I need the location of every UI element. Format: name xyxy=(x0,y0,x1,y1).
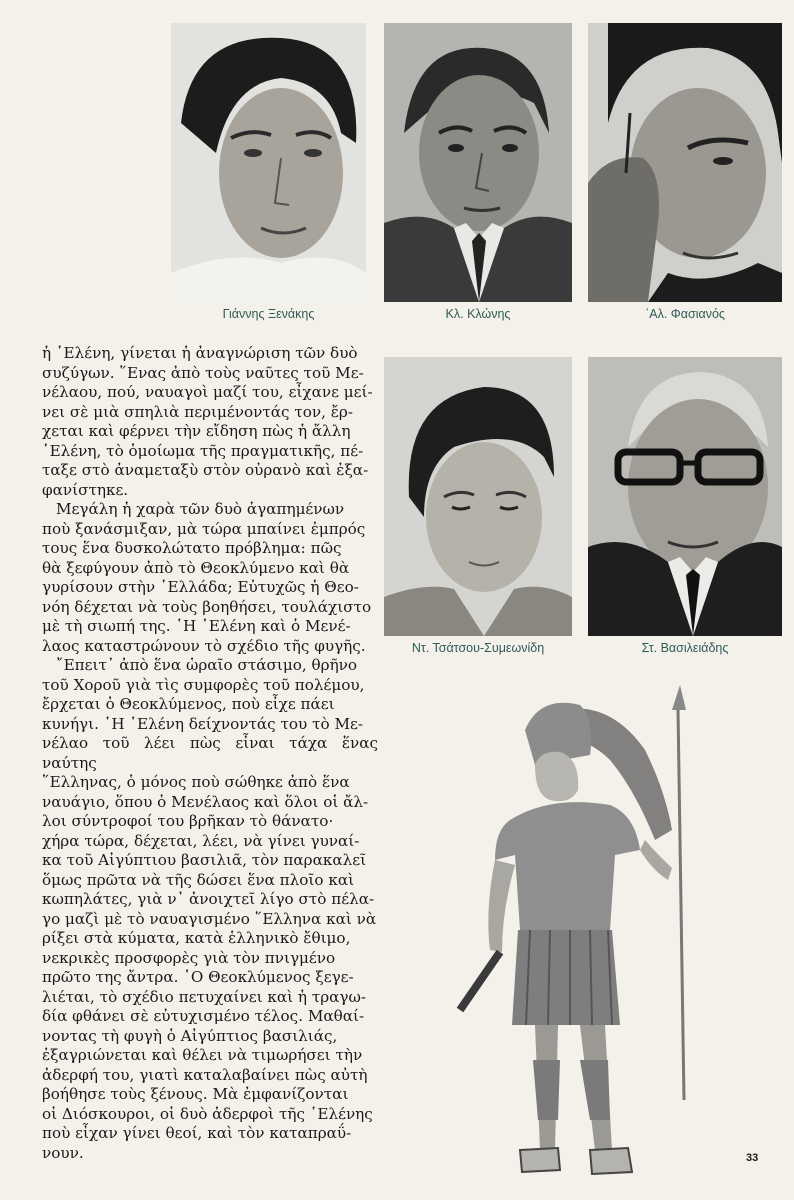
article-body xyxy=(42,344,378,1163)
text-line: θὰ ξεφύγουν ἀπὸ τὸ Θεοκλύμενο καὶ θὰ xyxy=(42,558,350,577)
text-line: ἔρχεται ὁ Θεοκλύμενος, ποὺ εἶχε πάει xyxy=(42,695,335,713)
text-line: νει σὲ μιὰ σπηλιὰ περιμένοντάς τον, ἔρ- xyxy=(42,402,353,421)
text-line: δία φθάνει σὲ εὐτυχισμένο τέλος. Μαθαί- xyxy=(42,1007,365,1025)
text-line: νεκρικὲς προσφορὲς γιὰ τὸν πνιγμένο xyxy=(42,948,336,967)
text-line: κωπηλάτες, γιὰ ν᾿ ἀνοιχτεῖ λίγο στὸ πέλα- xyxy=(42,890,375,908)
text-line: ὅμως πρῶτα νὰ τῆς δώσει ἕνα πλοῖο καὶ xyxy=(42,870,355,889)
text-line: νέλαου, πού, ναυαγοὶ μαζί του, εἶχανε μεί- xyxy=(42,383,373,401)
text-line: γυρίσουν στὴν ῾Ελλάδα; Εὐτυχῶς ἡ Θεο- xyxy=(42,578,359,596)
text-line: οἱ Διόσκουροι, οἱ δυὸ ἀδερφοὶ τῆς ῾Ελένης xyxy=(42,1104,373,1123)
text-line: κα τοῦ Αἰγύπτιου βασιλιᾶ, τὸν παρακαλεῖ xyxy=(42,851,367,869)
text-line: κυνήγι. ῾Η ῾Ελένη δείχνοντάς του τὸ Με- xyxy=(42,714,364,733)
text-line: ῾Ελένη, τὸ ὁμοίωμα τῆς πραγματικῆς, πέ- xyxy=(42,441,364,460)
text-line: ῞Ελληνας, ὁ μόνος ποὺ σώθηκε ἀπὸ ἕνα xyxy=(42,773,350,791)
caption-fasianos: ᾿Αλ. Φασιανός xyxy=(645,307,725,321)
text-line: νουν. xyxy=(42,1143,84,1162)
text-line: λιέται, τὸ σχέδιο πετυχαίνει καὶ ἡ τραγω- xyxy=(42,987,367,1006)
portrait-photo-vasileiadis xyxy=(588,357,782,636)
caption-klonis: Κλ. Κλώνης xyxy=(445,307,511,321)
text-line: ἐξαγριώνεται καὶ θέλει νὰ τιμωρήσει τὴν xyxy=(42,1046,363,1064)
page-number: 33 xyxy=(746,1152,759,1164)
text-line: ποὺ εἶχαν γίνει θεοί, καὶ τὸν καταπραΰ- xyxy=(42,1124,352,1142)
text-line: βοήθησε τοὺς ξένους. Μὰ ἐμφανίζονται xyxy=(42,1085,349,1103)
text-line: συζύγων. ῞Ενας ἀπὸ τοὺς ναῦτες τοῦ Με- xyxy=(42,363,364,382)
text-line: τοῦ Χοροῦ γιὰ τὶς συμφορὲς τοῦ πολέμου, xyxy=(42,675,365,694)
text-line: λοι σύντροφοί του βρῆκαν τὸ θάνατο· xyxy=(42,812,334,830)
text-line: χήρα τώρα, δέχεται, λέει, νὰ γίνει γυναί- xyxy=(42,831,360,850)
article-paragraph-3 xyxy=(42,656,378,1163)
text-line: ποὺ ξανάσμιξαν, μὰ τώρα μπαίνει ἐμπρός xyxy=(42,519,366,538)
text-line: Μεγάλη ἡ χαρὰ τῶν δυὸ ἀγαπημένων xyxy=(56,500,345,518)
text-line: χεται καὶ φέρνει τὴν εἴδηση πὼς ἡ ἄλλη xyxy=(42,422,351,440)
portrait-photo-tsatsou xyxy=(384,357,572,636)
portrait-photo-klonis xyxy=(384,23,572,302)
portrait-photo-fasianos xyxy=(588,23,782,302)
caption-tsatsou: Ντ. Τσάτσου-Συμεωνίδη xyxy=(411,641,545,655)
text-line: ρίξει στὰ κύματα, κατὰ ἑλληνικὸ ἔθιμο, xyxy=(42,929,351,947)
article-paragraph-2 xyxy=(42,500,378,656)
text-line: πρῶτο της ἄντρα. ῾Ο Θεοκλύμενος ξεγε- xyxy=(42,968,354,986)
text-line: νόη δέχεται νὰ τοὺς βοηθήσει, τουλάχιστο xyxy=(42,597,372,616)
article-paragraph-1 xyxy=(42,344,378,500)
warrior-illustration xyxy=(440,680,710,1190)
text-line: φανίστηκε. xyxy=(42,480,129,499)
text-line: νέλαο τοῦ λέει πὼς εἶναι τάχα ἕνας ναύτης xyxy=(42,734,378,772)
text-line: ἡ ῾Ελένη, γίνεται ἡ ἀναγνώριση τῶν δυὸ xyxy=(42,344,358,362)
text-line: ναυάγιο, ὅπου ὁ Μενέλαος καὶ ὅλοι οἱ ἄλ- xyxy=(42,792,369,811)
portrait-photo-xenakis xyxy=(171,23,366,302)
text-line: γο μαζὶ μὲ τὸ ναυαγισμένο ῞Ελληνα καὶ νὰ xyxy=(42,909,377,928)
text-line: τους ἕνα δυσκολώτατο πρόβλημα: πῶς xyxy=(42,539,342,557)
text-line: νοντας τὴ φυγὴ ὁ Αἰγύπτιος βασιλιάς, xyxy=(42,1026,338,1045)
text-line: λαος καταστρώνουν τὸ σχέδιο τῆς φυγῆς. xyxy=(42,636,366,655)
text-line: μὲ τὴ σιωπή της. ῾Η ῾Ελένη καὶ ὁ Μενέ- xyxy=(42,617,351,635)
text-line: ῎Επειτ᾿ ἀπὸ ἕνα ὡραῖο στάσιμο, θρῆνο xyxy=(56,656,358,674)
text-line: ταξε στὸ ἀναμεταξὺ στὸν οὐρανὸ καὶ ἐξα- xyxy=(42,461,369,479)
text-line: ἀδερφή του, γιατὶ καταλαβαίνει πὼς αὐτὴ xyxy=(42,1065,368,1084)
caption-xenakis: Γιάννης Ξενάκης xyxy=(222,307,315,321)
caption-vasileiadis: Στ. Βασιλειάδης xyxy=(641,641,729,655)
